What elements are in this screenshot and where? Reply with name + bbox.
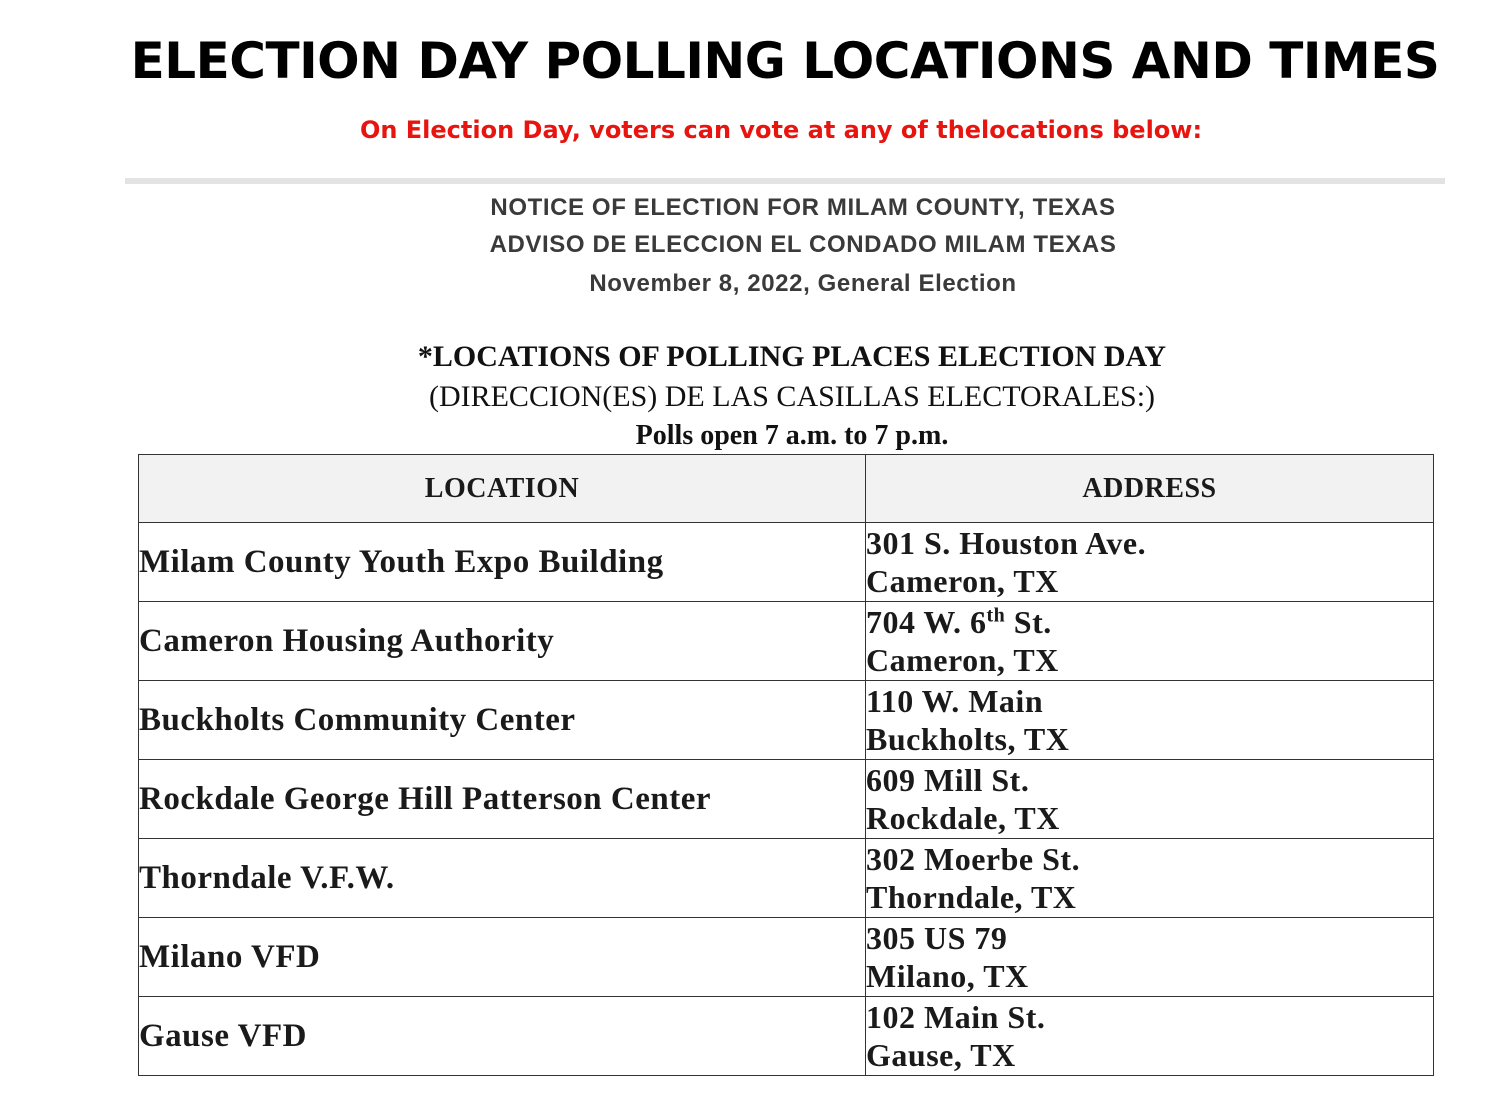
location-name: Thorndale V.F.W. — [139, 839, 866, 918]
location-name: Rockdale George Hill Patterson Center — [139, 760, 866, 839]
table-row — [139, 918, 1434, 997]
address-city: Gause, TX — [866, 1037, 1016, 1073]
address-column-header: ADDRESS — [866, 455, 1434, 523]
address-street-type: St. — [1005, 604, 1052, 640]
locations-heading: *LOCATIONS OF POLLING PLACES ELECTION DAY — [417, 340, 1167, 373]
address-street: 302 Moerbe St. — [866, 841, 1081, 877]
table-header-row — [139, 455, 1434, 523]
location-address — [866, 681, 1434, 760]
address-street: 102 Main St. — [866, 999, 1046, 1035]
address-city: Milano, TX — [866, 958, 1029, 994]
notice-date: November 8, 2022, General Election — [589, 270, 1017, 297]
page-subtitle: On Election Day, voters can vote at any of thelocations below: — [359, 116, 1203, 144]
address-city: Cameron, TX — [866, 563, 1059, 599]
address-street-number: 704 W. 6 — [866, 604, 987, 640]
location-address — [866, 997, 1434, 1076]
ordinal-suffix: th — [986, 604, 1006, 627]
location-address — [866, 918, 1434, 997]
location-name: Cameron Housing Authority — [139, 602, 866, 681]
notice-line-1: NOTICE OF ELECTION FOR MILAM COUNTY, TEXAS — [490, 194, 1116, 221]
notice-line-2: ADVISO DE ELECCION EL CONDADO MILAM TEXAS — [489, 231, 1117, 258]
page-title: ELECTION DAY POLLING LOCATIONS AND TIMES — [130, 32, 1440, 90]
table-row — [139, 602, 1434, 681]
location-name: Milano VFD — [139, 918, 866, 997]
location-address — [866, 839, 1434, 918]
address-city: Rockdale, TX — [866, 800, 1060, 836]
locations-heading-spanish: (DIRECCION(ES) DE LAS CASILLAS ELECTORALES:) — [428, 380, 1156, 413]
address-city: Buckholts, TX — [866, 721, 1070, 757]
location-column-header: LOCATION — [139, 455, 866, 523]
table-row — [139, 523, 1434, 602]
location-address — [866, 523, 1434, 602]
table-row — [139, 760, 1434, 839]
address-city: Thorndale, TX — [866, 879, 1077, 915]
address-street — [866, 603, 1433, 641]
location-name: Milam County Youth Expo Building — [139, 523, 866, 602]
polls-hours: Polls open 7 a.m. to 7 p.m. — [635, 420, 949, 451]
address-street: 110 W. Main — [866, 683, 1044, 719]
location-name: Gause VFD — [139, 997, 866, 1076]
location-name: Buckholts Community Center — [139, 681, 866, 760]
polling-locations-table — [138, 454, 1434, 1076]
divider — [125, 178, 1445, 184]
location-address — [866, 602, 1434, 681]
table-row — [139, 997, 1434, 1076]
address-street: 609 Mill St. — [866, 762, 1030, 798]
table-row — [139, 681, 1434, 760]
address-street: 305 US 79 — [866, 920, 1008, 956]
address-street: 301 S. Houston Ave. — [866, 525, 1147, 561]
table-row — [139, 839, 1434, 918]
address-city: Cameron, TX — [866, 642, 1059, 678]
location-address — [866, 760, 1434, 839]
